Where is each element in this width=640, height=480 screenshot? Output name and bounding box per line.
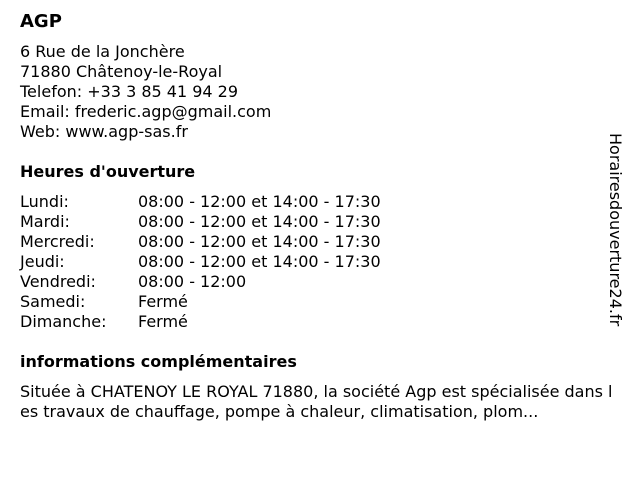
hours-time: 08:00 - 12:00 bbox=[138, 272, 247, 291]
hours-day: Mercredi: bbox=[20, 232, 95, 251]
hours-day: Dimanche: bbox=[20, 312, 107, 331]
hours-time: Fermé bbox=[138, 312, 188, 331]
hours-time: 08:00 - 12:00 et 14:00 - 17:30 bbox=[138, 212, 381, 231]
email-line: Email: frederic.agp@gmail.com bbox=[20, 102, 272, 121]
phone-line: Telefon: +33 3 85 41 94 29 bbox=[20, 82, 239, 101]
hours-day: Lundi: bbox=[20, 192, 69, 211]
additional-info-text: Située à CHATENOY LE ROYAL 71880, la société Agp est spécialisée dans les travaux de chauffage, pompe à chaleur, climatisation, plom... bbox=[20, 382, 613, 421]
additional-info-heading: informations complémentaires bbox=[20, 352, 297, 371]
opening-hours-heading: Heures d'ouverture bbox=[20, 162, 196, 181]
site-watermark: Horairesdouverture24.fr bbox=[606, 133, 625, 327]
hours-day: Mardi: bbox=[20, 212, 70, 231]
hours-row bbox=[20, 312, 620, 332]
street-address: 6 Rue de la Jonchère bbox=[20, 42, 185, 61]
hours-row bbox=[20, 232, 620, 252]
hours-row bbox=[20, 292, 620, 312]
hours-row bbox=[20, 192, 620, 212]
hours-row bbox=[20, 212, 620, 232]
business-card bbox=[20, 10, 620, 422]
hours-row bbox=[20, 272, 620, 292]
hours-day: Jeudi: bbox=[20, 252, 65, 271]
opening-hours-table bbox=[20, 192, 620, 332]
hours-day: Samedi: bbox=[20, 292, 86, 311]
city-address: 71880 Châtenoy-le-Royal bbox=[20, 62, 223, 81]
hours-time: Fermé bbox=[138, 292, 188, 311]
contact-block bbox=[20, 42, 620, 142]
business-name: AGP bbox=[20, 11, 62, 32]
hours-time: 08:00 - 12:00 et 14:00 - 17:30 bbox=[138, 252, 381, 271]
hours-time: 08:00 - 12:00 et 14:00 - 17:30 bbox=[138, 232, 381, 251]
hours-day: Vendredi: bbox=[20, 272, 96, 291]
hours-time: 08:00 - 12:00 et 14:00 - 17:30 bbox=[138, 192, 381, 211]
web-line: Web: www.agp-sas.fr bbox=[20, 122, 188, 141]
hours-row bbox=[20, 252, 620, 272]
